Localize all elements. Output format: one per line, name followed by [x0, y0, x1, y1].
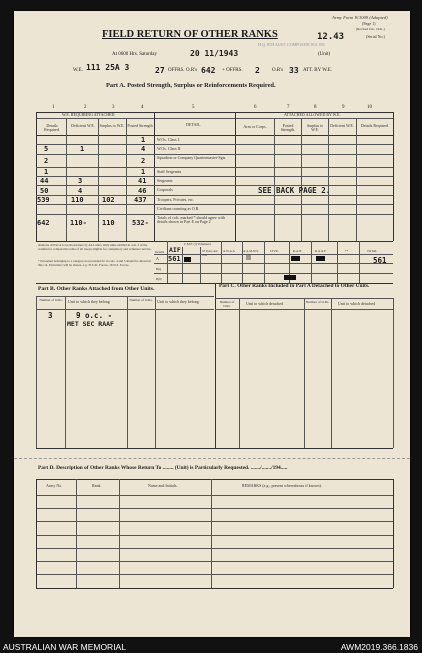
col-header: Surplus to W.E.	[306, 123, 324, 133]
col-number: 9	[342, 105, 345, 110]
archive-footer	[0, 640, 422, 653]
plus-offrs-label: + OFFRS.	[222, 68, 243, 73]
part-d-header: Army No.	[46, 483, 63, 488]
part-d-header: REMARKS (e.g., present whereabouts if known).	[242, 483, 322, 488]
col-header: Surplus to W.E.	[99, 123, 125, 128]
analysis-a-value: 561	[168, 255, 181, 263]
analysis-header: R.A.N.	[293, 249, 303, 253]
redaction-mark	[291, 256, 300, 261]
see-back-note: SEE BACK PAGE 2.	[258, 186, 331, 195]
row-posted-total: 532-	[132, 219, 149, 227]
row-deficient-total: 110-	[70, 219, 87, 227]
row-posted: 4	[141, 145, 146, 153]
analysis-header: TOTAL	[367, 249, 378, 253]
part-c-header: Number of O.Rs.	[219, 300, 235, 309]
part-b-title: Part B. Other Ranks Attached from Other Units.	[38, 286, 155, 292]
row-we: 5	[44, 145, 49, 153]
row-detail: Staff Sergeants	[157, 169, 182, 174]
part-b-header: Unit to which they belong	[157, 299, 199, 304]
offrs-label: OFFRS.	[168, 68, 185, 73]
redaction-mark	[316, 256, 325, 261]
row-detail: W.Os. Class II.	[157, 146, 182, 151]
part-c-header: Unit to which detached	[246, 301, 284, 306]
army-form-label: Army Form W.3009 (Adapted)	[332, 15, 388, 20]
analysis-header: R.A.A.F.	[315, 249, 327, 253]
analysis-header: Details	[155, 250, 165, 254]
analysis-row-label: B(ii)	[156, 277, 162, 281]
row-we: 539	[37, 196, 50, 204]
row-we-total: 642	[37, 219, 50, 227]
row-detail: Totals of cols. marked * should agree with details shown in Part E on Page 2	[157, 215, 225, 225]
row-detail: Troopers, Privates, etc.	[157, 197, 194, 202]
col-header: Posted Strength	[127, 123, 153, 128]
col-number: 4	[141, 105, 144, 110]
row-detail: Corporals	[157, 187, 173, 192]
ink-smudge	[246, 255, 251, 260]
fold-line	[14, 458, 410, 459]
row-we: 2	[44, 157, 49, 165]
col-header: Details Required.	[44, 123, 60, 133]
col-number: 6	[254, 105, 257, 110]
form-title: FIELD RETURN OF OTHER RANKS	[102, 29, 278, 40]
col-number: 1	[52, 105, 55, 110]
part-c-header: Number of O.Rs.	[305, 300, 330, 304]
footer-accession: AWM2019.366.1836	[340, 642, 418, 652]
row-posted: 437	[134, 196, 147, 204]
col-number: 2	[84, 105, 87, 110]
analysis-total-value: 561	[373, 256, 387, 265]
serial-number: 12.43	[317, 32, 345, 42]
row-posted: 41	[138, 177, 147, 185]
page-note: (Page 1)	[362, 21, 376, 26]
row-posted: 1	[141, 168, 146, 176]
part-b-count: 3	[48, 311, 53, 320]
aif-value: AIF	[169, 246, 181, 254]
analysis-header: CIVIL	[270, 249, 279, 253]
row-deficient: 110	[71, 196, 84, 204]
revised-note: (Revised Jan., 1941.)	[356, 27, 385, 31]
analysis-row-label: A	[156, 256, 159, 261]
part-d-header: Rank.	[92, 483, 102, 488]
attached-header: ATTACHED ALLOWED BY W.E.	[284, 112, 341, 117]
analysis-header: 18 Years and over	[202, 249, 218, 258]
col-number: 7	[287, 105, 290, 110]
part-c-title: Part C. Other Ranks Included in Part A Detached to Other Units.	[219, 283, 370, 289]
analysis-header: **	[345, 249, 349, 253]
row-we: 44	[40, 177, 49, 185]
att-ors-label: O.R's	[272, 68, 284, 73]
col-number: 8	[314, 105, 317, 110]
personnel-note: * Personnel belonging to a category not provided for in cols. 4 and 5 should be shown in this col. Particulars will be shown, e.g. 33 U.K. Forces, 18 N.Z. Forces.	[38, 259, 151, 267]
col-number: 5	[192, 105, 195, 110]
part-d-header: Name and Initials.	[148, 483, 178, 488]
part-d-title: Part D. Description of Other Ranks Whose Return To ........ (Unit) is Particularly Requested. ......./......./194.....	[38, 465, 288, 471]
part-b-header: Number of O.Rs.	[129, 298, 153, 302]
footer-institution: AUSTRALIAN WAR MEMORIAL	[3, 642, 126, 652]
we-label: W.E.	[73, 68, 83, 73]
row-surplus-total: 110	[102, 219, 115, 227]
analysis-header: A.A.M.W.S.	[243, 249, 259, 253]
row-detail: Sergeants	[157, 178, 173, 183]
row-posted: 1	[141, 136, 146, 144]
col-number: 10	[367, 105, 372, 110]
row-deficient: 1	[80, 145, 85, 153]
part-c-header: Unit to which detached	[338, 301, 376, 306]
unit-label: (Unit)	[318, 52, 331, 57]
form-page	[14, 11, 410, 637]
col-header: Deficient W.E.	[71, 123, 95, 128]
col-number: 3	[112, 105, 115, 110]
part-b-header: Unit to which they belong	[68, 299, 110, 304]
analysis-header: C.M.F. (i) Volunteers	[184, 242, 211, 246]
redaction-mark	[284, 275, 296, 280]
ors-value: 642	[201, 66, 216, 75]
ors-label: O.R's	[186, 68, 198, 73]
part-a-title: Part A. Posted Strength, Surplus or Reinforcements Required.	[106, 82, 276, 89]
unit-stamp: H.Q. 8TH AUST. COMPOSITE W.S. BN	[258, 42, 325, 47]
col-header: Posted Strength.	[280, 123, 296, 133]
row-posted: 46	[138, 187, 147, 195]
row-detail: Squadron or Company Quartermaster-Sgts.	[157, 155, 227, 160]
line1-prefix: At 0600 Hrs. Saturday	[112, 52, 157, 57]
plus-offrs-value: 2	[255, 66, 260, 75]
analysis-row-label: B(i)	[156, 267, 161, 271]
we-requiring-header: W.E. REQUIRING ATTACHED.	[62, 112, 116, 117]
col-header: Deficient W.E.	[330, 123, 354, 128]
we-value: 111 25A 3	[86, 63, 130, 72]
part-b-unit: MET SEC RAAF	[67, 320, 114, 328]
row-we: 1	[44, 168, 49, 176]
row-detail: Civilians counting as O.R.	[157, 206, 200, 211]
att-ors-value: 33	[289, 66, 299, 75]
row-posted: 2	[141, 157, 146, 165]
row-surplus: 102	[102, 196, 115, 204]
offrs-value: 27	[155, 66, 165, 75]
row-detail: W.Os. Class I.	[157, 137, 180, 142]
row-we: 50	[40, 187, 49, 195]
analysis-note: Analysis of Part A to be shown here by ALL units. Only units entitled in cols. 5 of the column for comparative table of all troops eligible for compulsory and volunteer service.	[38, 243, 152, 251]
row-deficient: 4	[78, 187, 83, 195]
redaction-mark	[184, 257, 191, 262]
col-header: Details Required.	[361, 123, 389, 128]
detail-header: DETAIL.	[186, 122, 202, 127]
part-b-unit: 9 o.c. -	[76, 311, 113, 320]
serial-label: (Serial No.)	[366, 34, 385, 39]
part-b-header: Number of O.Rs.	[39, 298, 63, 302]
row-deficient: 3	[78, 177, 83, 185]
col-header: Arm or Corps.	[243, 124, 267, 129]
analysis-header: A.W.A.S.	[223, 249, 236, 253]
return-date: 20 11/1943	[190, 49, 239, 58]
att-label: ATT. BY W.E.	[303, 68, 333, 73]
